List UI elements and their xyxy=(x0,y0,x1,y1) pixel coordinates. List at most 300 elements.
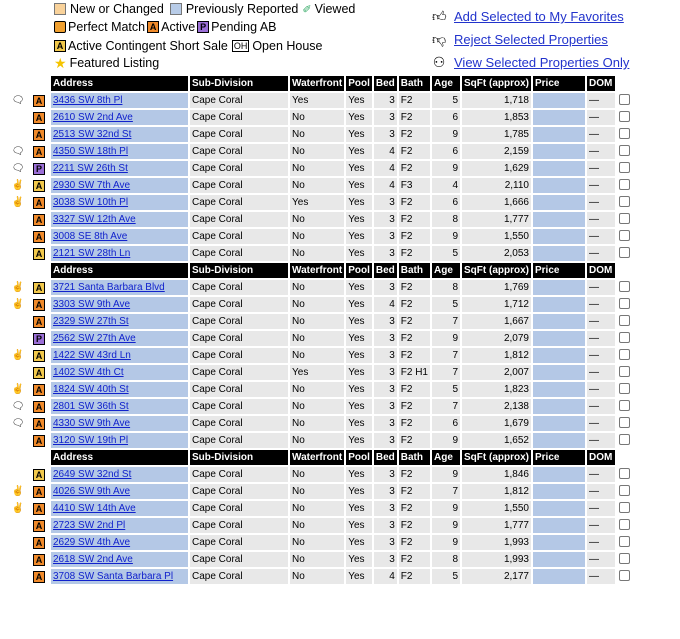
pool-cell: Yes xyxy=(346,569,372,584)
status-badge-cell xyxy=(31,501,49,516)
waterfront-cell: Yes xyxy=(290,195,344,210)
waterfront-cell: No xyxy=(290,518,344,533)
waterfront-cell: No xyxy=(290,212,344,227)
subdivision-cell: Cape Coral xyxy=(190,246,288,261)
address-link[interactable]: 3708 SW Santa Barbara Pl xyxy=(53,571,174,582)
subdivision-cell: Cape Coral xyxy=(190,416,288,431)
pending-icon: P xyxy=(197,21,209,33)
bed-cell: 3 xyxy=(374,246,397,261)
select-checkbox[interactable] xyxy=(619,434,630,445)
comment-bubble-icon: 🗨︎ xyxy=(7,399,29,414)
subdivision-cell: Cape Coral xyxy=(190,518,288,533)
address-cell xyxy=(51,280,188,295)
waterfront-cell: No xyxy=(290,110,344,125)
legend-open-house: Open House xyxy=(252,39,323,53)
table-row xyxy=(7,297,632,312)
dom-cell: — xyxy=(587,314,615,329)
bed-cell: 4 xyxy=(374,144,397,159)
pool-cell: Yes xyxy=(346,297,372,312)
pool-cell: Yes xyxy=(346,110,372,125)
address-link[interactable]: 4410 SW 14th Ave xyxy=(53,503,136,514)
bath-header: Bath xyxy=(399,450,430,465)
address-cell xyxy=(51,246,188,261)
select-checkbox[interactable] xyxy=(619,247,630,258)
status-badge-cell xyxy=(31,416,49,431)
table-row xyxy=(7,535,632,550)
pool-cell: Yes xyxy=(346,365,372,380)
select-checkbox[interactable] xyxy=(619,213,630,224)
select-cell xyxy=(617,433,632,448)
header-spacer xyxy=(31,450,49,465)
address-link[interactable]: 2801 SW 36th St xyxy=(53,401,129,412)
address-cell xyxy=(51,467,188,482)
address-link[interactable]: 4350 SW 18th Pl xyxy=(53,146,129,157)
address-link[interactable]: 2649 SW 32nd St xyxy=(53,469,132,480)
subdivision-cell: Cape Coral xyxy=(190,552,288,567)
address-link[interactable]: 2211 SW 26th St xyxy=(53,163,128,174)
active-icon: A xyxy=(33,520,45,532)
dom-cell: — xyxy=(587,297,615,312)
age-cell: 9 xyxy=(432,433,460,448)
bath-cell: F2 xyxy=(399,297,430,312)
bed-cell: 3 xyxy=(374,314,397,329)
active-icon: A xyxy=(33,486,45,498)
thumbs-up-icon: ✌ xyxy=(7,280,29,295)
bath-cell: F2 xyxy=(399,246,430,261)
bath-header: Bath xyxy=(399,76,430,91)
sqft-cell: 1,712 xyxy=(462,297,531,312)
pool-cell: Yes xyxy=(346,93,372,108)
address-link[interactable]: 1422 SW 43rd Ln xyxy=(53,350,131,361)
header-spacer xyxy=(7,450,29,465)
address-cell xyxy=(51,161,188,176)
waterfront-header: Waterfront xyxy=(292,452,343,463)
select-cell xyxy=(617,535,632,550)
address-link[interactable]: 3327 SW 12th Ave xyxy=(53,214,136,225)
address-cell xyxy=(51,229,188,244)
pool-cell: Yes xyxy=(346,178,372,193)
subdivision-cell: Cape Coral xyxy=(190,484,288,499)
subdivision-cell: Cape Coral xyxy=(190,161,288,176)
price-cell xyxy=(533,552,585,567)
address-link[interactable]: 2610 SW 2nd Ave xyxy=(53,112,133,123)
dom-cell: — xyxy=(587,467,615,482)
select-checkbox[interactable] xyxy=(619,536,630,547)
bath-cell: F2 xyxy=(399,416,430,431)
bath-cell: F2 xyxy=(399,552,430,567)
price-header: Price xyxy=(533,76,585,91)
bed-cell: 3 xyxy=(374,382,397,397)
active-contingent-icon: A xyxy=(33,469,45,481)
table-row xyxy=(7,416,632,431)
select-checkbox[interactable] xyxy=(619,570,630,581)
bath-cell: F2 xyxy=(399,501,430,516)
active-icon: A xyxy=(33,214,45,226)
select-checkbox[interactable] xyxy=(619,111,630,122)
pool-cell: Yes xyxy=(346,501,372,516)
age-cell: 9 xyxy=(432,161,460,176)
dom-cell: — xyxy=(587,365,615,380)
address-link[interactable]: 1824 SW 40th St xyxy=(53,384,129,395)
waterfront-cell: No xyxy=(290,535,344,550)
address-cell xyxy=(51,348,188,363)
pool-cell: Yes xyxy=(346,127,372,142)
dom-cell: — xyxy=(587,144,615,159)
bath-cell: F2 xyxy=(399,314,430,329)
select-checkbox[interactable] xyxy=(619,196,630,207)
price-cell xyxy=(533,535,585,550)
price-cell xyxy=(533,382,585,397)
table-row xyxy=(7,144,632,159)
waterfront-cell: No xyxy=(290,127,344,142)
address-link[interactable]: 2513 SW 32nd St xyxy=(53,129,132,140)
header-spacer xyxy=(31,76,49,91)
dom-header: DOM xyxy=(587,76,615,91)
active-icon: A xyxy=(33,554,45,566)
price-cell xyxy=(533,314,585,329)
bed-header: Bed xyxy=(375,452,395,463)
active-icon: A xyxy=(33,146,45,158)
legend-featured: Featured Listing xyxy=(69,56,160,70)
age-header: Age xyxy=(432,263,460,278)
price-cell xyxy=(533,144,585,159)
age-cell: 6 xyxy=(432,416,460,431)
icon-cell xyxy=(7,552,29,567)
table-row xyxy=(7,433,632,448)
age-cell: 7 xyxy=(432,399,460,414)
thumbs-up-icon: 👍︎ xyxy=(432,8,447,24)
price-cell xyxy=(533,178,585,193)
select-checkbox[interactable] xyxy=(619,230,630,241)
status-badge-cell xyxy=(31,178,49,193)
bath-cell: F2 xyxy=(399,535,430,550)
address-link[interactable]: 2329 SW 27th St xyxy=(53,316,129,327)
reject-link[interactable]: Reject Selected Properties xyxy=(454,32,608,47)
address-link[interactable]: 3120 SW 19th Pl xyxy=(53,435,129,446)
subdivision-cell: Cape Coral xyxy=(190,569,288,584)
waterfront-cell: No xyxy=(290,348,344,363)
select-checkbox[interactable] xyxy=(619,366,630,377)
dom-cell: — xyxy=(587,127,615,142)
select-checkbox[interactable] xyxy=(619,417,630,428)
pool-cell: Yes xyxy=(346,280,372,295)
legend-viewed: Viewed xyxy=(314,2,356,16)
legend-row-4 xyxy=(54,55,159,71)
waterfront-header: Waterfront xyxy=(292,78,343,89)
select-checkbox[interactable] xyxy=(619,145,630,156)
select-checkbox[interactable] xyxy=(619,179,630,190)
table-row xyxy=(7,212,632,227)
pool-cell: Yes xyxy=(346,314,372,329)
waterfront-cell: No xyxy=(290,399,344,414)
subdivision-cell: Cape Coral xyxy=(190,348,288,363)
address-link[interactable]: 2629 SW 4th Ave xyxy=(53,537,131,548)
bed-cell: 3 xyxy=(374,365,397,380)
bed-cell: 4 xyxy=(374,297,397,312)
icon-cell xyxy=(7,518,29,533)
waterfront-cell: No xyxy=(290,331,344,346)
status-badge-cell xyxy=(31,212,49,227)
select-checkbox[interactable] xyxy=(619,485,630,496)
waterfront-cell: No xyxy=(290,552,344,567)
status-badge-cell xyxy=(31,467,49,482)
bath-cell: F2 xyxy=(399,144,430,159)
price-cell xyxy=(533,399,585,414)
select-cell xyxy=(617,518,632,533)
bed-cell: 3 xyxy=(374,229,397,244)
select-cell xyxy=(617,348,632,363)
dom-cell: — xyxy=(587,535,615,550)
sqft-cell: 1,812 xyxy=(462,348,531,363)
sqft-cell: 2,053 xyxy=(462,246,531,261)
select-checkbox[interactable] xyxy=(619,162,630,173)
subdivision-cell: Cape Coral xyxy=(190,314,288,329)
pool-cell: Yes xyxy=(346,212,372,227)
sqft-cell: 1,550 xyxy=(462,229,531,244)
age-cell: 4 xyxy=(432,178,460,193)
sqft-cell: 1,777 xyxy=(462,212,531,227)
status-badge-cell xyxy=(31,314,49,329)
bed-cell: 3 xyxy=(374,416,397,431)
legend-pending: Pending AB xyxy=(211,20,277,34)
bed-cell: 3 xyxy=(374,501,397,516)
select-checkbox[interactable] xyxy=(619,281,630,292)
status-badge-cell xyxy=(31,535,49,550)
waterfront-cell: No xyxy=(290,246,344,261)
select-cell xyxy=(617,501,632,516)
bed-cell: 3 xyxy=(374,280,397,295)
header-spacer xyxy=(7,76,29,91)
table-row xyxy=(7,229,632,244)
bed-cell: 3 xyxy=(374,535,397,550)
table-row xyxy=(7,518,632,533)
active-icon: A xyxy=(33,129,45,141)
bed-cell: 4 xyxy=(374,178,397,193)
select-checkbox[interactable] xyxy=(619,298,630,309)
table-row xyxy=(7,314,632,329)
address-header: Address xyxy=(51,450,188,465)
status-badge-cell xyxy=(31,297,49,312)
age-cell: 6 xyxy=(432,195,460,210)
select-checkbox[interactable] xyxy=(619,128,630,139)
address-header: Address xyxy=(51,76,188,91)
pool-cell: Yes xyxy=(346,467,372,482)
pool-cell: Yes xyxy=(346,535,372,550)
price-cell xyxy=(533,518,585,533)
perfect-match-icon xyxy=(54,21,66,33)
icon-cell xyxy=(7,127,29,142)
icon-cell xyxy=(7,110,29,125)
select-cell xyxy=(617,467,632,482)
actions-panel xyxy=(432,5,677,74)
view-selected-link[interactable]: View Selected Properties Only xyxy=(454,55,630,70)
sqft-cell: 2,007 xyxy=(462,365,531,380)
table-row xyxy=(7,161,632,176)
address-link[interactable]: 3721 Santa Barbara Blvd xyxy=(53,282,165,293)
subdivision-cell: Cape Coral xyxy=(190,144,288,159)
header-spacer xyxy=(7,263,29,278)
legend-perfect-match: Perfect Match xyxy=(68,20,146,34)
star-icon: ★ xyxy=(54,54,67,71)
pool-cell: Yes xyxy=(346,246,372,261)
age-cell: 5 xyxy=(432,569,460,584)
active-icon: A xyxy=(33,537,45,549)
dom-cell: — xyxy=(587,246,615,261)
waterfront-cell: Yes xyxy=(290,93,344,108)
bath-cell: F2 xyxy=(399,161,430,176)
select-cell xyxy=(617,331,632,346)
status-badge-cell xyxy=(31,161,49,176)
address-link[interactable]: 2562 SW 27th Ave xyxy=(53,333,136,344)
subdivision-cell: Cape Coral xyxy=(190,382,288,397)
subdivision-cell: Cape Coral xyxy=(190,178,288,193)
age-cell: 7 xyxy=(432,348,460,363)
price-cell xyxy=(533,416,585,431)
select-checkbox[interactable] xyxy=(619,400,630,411)
select-checkbox[interactable] xyxy=(619,502,630,513)
dom-cell: — xyxy=(587,212,615,227)
icon-cell xyxy=(7,569,29,584)
address-link[interactable]: 4026 SW 9th Ave xyxy=(53,486,131,497)
age-header: Age xyxy=(432,76,460,91)
active-icon: A xyxy=(33,503,45,515)
icon-cell xyxy=(7,229,29,244)
comment-bubble-icon: 🗨︎ xyxy=(7,93,29,108)
icon-cell xyxy=(7,535,29,550)
select-cell xyxy=(617,280,632,295)
sqft-cell: 1,812 xyxy=(462,484,531,499)
pool-cell: Yes xyxy=(346,161,372,176)
select-cell xyxy=(617,229,632,244)
active-icon: A xyxy=(147,21,159,33)
table-header-row xyxy=(7,263,632,278)
pool-cell: Yes xyxy=(346,399,372,414)
address-link[interactable]: 2930 SW 7th Ave xyxy=(53,180,131,191)
sqft-cell: 1,666 xyxy=(462,195,531,210)
waterfront-cell: No xyxy=(290,144,344,159)
address-link[interactable]: 3303 SW 9th Ave xyxy=(53,299,131,310)
status-badge-cell xyxy=(31,144,49,159)
dom-cell: — xyxy=(587,93,615,108)
bed-cell: 4 xyxy=(374,569,397,584)
address-cell xyxy=(51,382,188,397)
thumbs-up-icon: ✌ xyxy=(7,195,29,210)
table-row xyxy=(7,127,632,142)
add-favorites-link[interactable]: Add Selected to My Favorites xyxy=(454,9,624,24)
address-cell xyxy=(51,399,188,414)
select-checkbox[interactable] xyxy=(619,383,630,394)
view-selected-action[interactable] xyxy=(432,51,677,74)
waterfront-cell: No xyxy=(290,416,344,431)
bath-cell: F2 H1 xyxy=(400,367,428,378)
address-cell xyxy=(51,416,188,431)
select-cell xyxy=(617,161,632,176)
active-icon: A xyxy=(33,435,45,447)
address-link[interactable]: 2121 SW 28th Ln xyxy=(53,248,131,259)
bath-cell: F2 xyxy=(399,110,430,125)
select-checkbox[interactable] xyxy=(619,519,630,530)
price-cell xyxy=(533,127,585,142)
bath-cell: F2 xyxy=(399,518,430,533)
select-checkbox[interactable] xyxy=(619,349,630,360)
thumbs-up-icon: ✌ xyxy=(7,484,29,499)
dom-header: DOM xyxy=(587,263,615,278)
sqft-cell: 1,853 xyxy=(462,110,531,125)
waterfront-cell: No xyxy=(290,382,344,397)
address-link[interactable]: 2618 SW 2nd Ave xyxy=(53,554,133,565)
age-cell: 8 xyxy=(432,552,460,567)
thumbs-down-icon: 👎︎ xyxy=(432,31,447,47)
select-checkbox[interactable] xyxy=(619,468,630,479)
pending-icon: P xyxy=(33,163,45,175)
bath-cell: F2 xyxy=(399,348,430,363)
listings-table xyxy=(5,74,634,586)
comment-bubble-icon: 🗨︎ xyxy=(7,161,29,176)
header-spacer xyxy=(617,450,632,465)
icon-cell xyxy=(7,467,29,482)
subdivision-cell: Cape Coral xyxy=(190,501,288,516)
pool-header: Pool xyxy=(348,452,370,463)
legend-active-contingent: Active Contingent Short Sale xyxy=(68,39,228,53)
select-checkbox[interactable] xyxy=(619,315,630,326)
select-cell xyxy=(617,144,632,159)
subdivision-cell: Cape Coral xyxy=(190,297,288,312)
pool-cell: Yes xyxy=(346,382,372,397)
header-spacer xyxy=(617,76,632,91)
dom-cell: — xyxy=(587,501,615,516)
sqft-cell: 1,785 xyxy=(462,127,531,142)
bed-cell: 3 xyxy=(374,93,397,108)
active-icon: A xyxy=(33,571,45,583)
reject-action[interactable] xyxy=(432,28,677,51)
select-checkbox[interactable] xyxy=(619,553,630,564)
address-cell xyxy=(51,501,188,516)
address-cell xyxy=(51,331,188,346)
pool-cell: Yes xyxy=(346,484,372,499)
status-badge-cell xyxy=(31,518,49,533)
address-link[interactable]: 1402 SW 4th Ct xyxy=(53,367,124,378)
age-cell: 9 xyxy=(432,518,460,533)
age-cell: 7 xyxy=(432,365,460,380)
address-link[interactable]: 3436 SW 8th Pl xyxy=(53,95,123,106)
table-row xyxy=(7,467,632,482)
pool-cell: Yes xyxy=(346,518,372,533)
subdivision-cell: Cape Coral xyxy=(190,433,288,448)
subdivision-cell: Cape Coral xyxy=(190,399,288,414)
address-link[interactable]: 3008 SE 8th Ave xyxy=(53,231,128,242)
status-badge-cell xyxy=(31,331,49,346)
address-link[interactable]: 4330 SW 9th Ave xyxy=(53,418,131,429)
price-cell xyxy=(533,229,585,244)
dom-cell: — xyxy=(587,348,615,363)
select-checkbox[interactable] xyxy=(619,94,630,105)
address-link[interactable]: 2723 SW 2nd Pl xyxy=(53,520,126,531)
price-cell xyxy=(533,365,585,380)
address-link[interactable]: 3038 SW 10th Pl xyxy=(53,197,129,208)
thumbs-up-icon: ✌ xyxy=(7,178,29,193)
dom-cell: — xyxy=(587,280,615,295)
bath-cell: F2 xyxy=(399,569,430,584)
comment-bubble-icon: 🗨︎ xyxy=(7,144,29,159)
pool-cell: Yes xyxy=(346,552,372,567)
bath-cell: F3 xyxy=(399,178,430,193)
select-checkbox[interactable] xyxy=(619,332,630,343)
active-contingent-icon: A xyxy=(33,248,45,260)
status-badge-cell xyxy=(31,552,49,567)
add-favorites-action[interactable] xyxy=(432,5,677,28)
legend xyxy=(0,0,420,72)
status-badge-cell xyxy=(31,433,49,448)
